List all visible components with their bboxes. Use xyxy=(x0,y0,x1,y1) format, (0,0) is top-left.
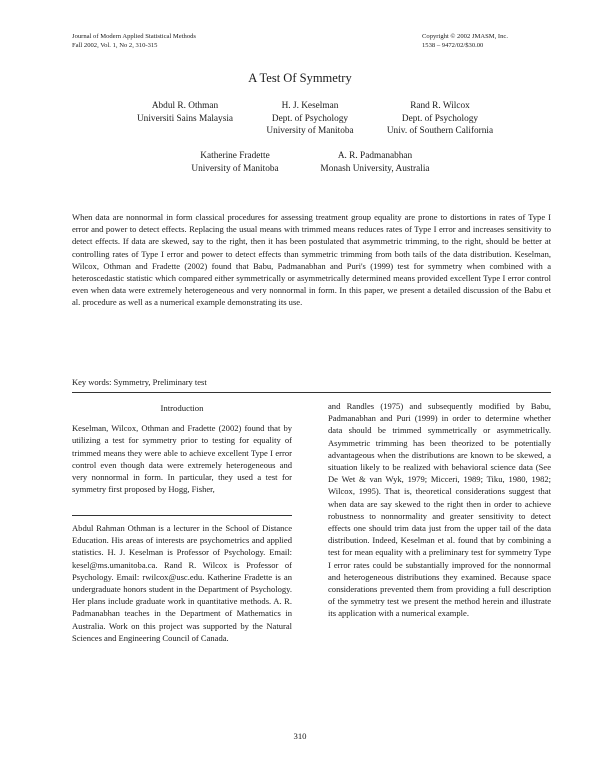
author-keselman xyxy=(240,100,380,138)
footnote-text: Abdul Rahman Othman is a lecturer in the School of Distance Education. His areas of interests are psychometrics and applied statistics. H. J. Keselman is Professor of Psychology. Email: kesel@ms.umanitoba.ca. Rand R. Wilcox is Professor of Psychology. Email: rwilcox@usc.edu. Katherine Fradette is an undergraduate honors student in the Department of Psychology. Her plans include graduate work in quantitative methods. A. R. Padmanabhan teaches in the Department of Mathematics in Australia. Work on this project was supported by the Natural Sciences and Engineering Council of Canada. xyxy=(72,523,292,643)
page-number: 310 xyxy=(293,731,307,741)
section-divider xyxy=(72,392,551,393)
author-affiliation: Univ. of Southern California xyxy=(386,126,494,136)
paper-title: A Test Of Symmetry xyxy=(248,71,352,85)
author-affiliation: University of Manitoba xyxy=(191,163,279,174)
journal-name: Journal of Modern Applied Statistical Methods xyxy=(72,33,196,40)
author-padmanabhan xyxy=(310,150,440,175)
issn-text: 1538 – 9472/02/$30.00 xyxy=(422,42,484,49)
author-fradette xyxy=(170,150,300,175)
author-wilcox xyxy=(370,100,510,138)
journal-header xyxy=(72,32,196,50)
author-affiliation: Monash University, Australia xyxy=(320,163,430,174)
body-paragraph: and Randles (1975) and subsequently modified by Babu, Padmanabhan and Puri (1999) in order to determine whether data should be trimmed symmetrically or asymmetrically. Asymmetric trimming has been theorized to be potentially advantageous when the distributions are known to be skewed, a situation likely to be realized with behavioral science data (See De Wet & van Wyk, 1979; Micceri, 1989; Tiku, 1980, 1982; Wilcox, 1995). That is, theoretical considerations suggest that when data are say skewed to the right then in order to achieve robustness to nonnormality and greater sensitivity to detect effects one should trim data just from the upper tail of the data distribution. Indeed, Keselman et al. found that by combining a test for mean equality with a preliminary test for symmetry Type I error rates could be substantially improved for the nonnormal and heterogeneous distributions they examined. Because space considerations prevented them from providing a full description of the symmetry test we present the method herein and illustrate its application with a numerical example. xyxy=(328,401,551,619)
copyright-header xyxy=(422,32,508,50)
author-name: Abdul R. Othman xyxy=(151,101,219,111)
journal-issue: Fall 2002, Vol. 1, No 2, 310-315 xyxy=(72,42,158,49)
author-name: A. R. Padmanabhan xyxy=(337,151,413,161)
copyright-text: Copyright © 2002 JMASM, Inc. xyxy=(422,33,508,40)
author-footnote xyxy=(72,522,292,644)
author-affiliation: University of Manitoba xyxy=(266,126,354,136)
introduction-paragraph: Keselman, Wilcox, Othman and Fradette (2002) found that by utilizing a test for symmetry prior to testing for equality of trimmed means they were able to achieve excellent Type I error control even though data were extremely heterogeneous and very nonnormal in form. In particular, they used a test for symmetry first proposed by Hogg, Fisher, xyxy=(72,423,292,495)
abstract-text: When data are nonnormal in form classical procedures for assessing treatment group equality are prone to distortions in rates of Type I error and power to detect effects. Replacing the usual means with trimmed means reduces rates of Type I error and increases sensitivity to detect effects. If data are skewed, say to the right, then it has been postulated that asymmetric trimming, to the right, should be better at controlling rates of Type I error and power to detect effects than symmetric trimming from both tails of the data distribution. Keselman, Wilcox, Othman and Fradette (2002) found that Babu, Padmanabhan and Puri's (1999) test for symmetry when combined with a heteroscedastic statistic which compared either symmetrically or asymmetrically determined means provided excellent Type I error control even when data were extremely heterogeneous and very nonnormal in form. In this paper, we present a detailed discussion of the Babu et al. procedure as well as a numerical example demonstrating its use. xyxy=(72,212,551,308)
author-affiliation: Universiti Sains Malaysia xyxy=(136,113,234,124)
author-name: Rand R. Wilcox xyxy=(410,101,470,111)
introduction-section xyxy=(72,402,292,495)
abstract xyxy=(72,211,551,309)
introduction-heading: Introduction xyxy=(160,403,204,413)
author-othman xyxy=(110,100,260,125)
footnote-divider xyxy=(72,515,292,516)
author-name: H. J. Keselman xyxy=(281,101,339,111)
author-affiliation: Dept. of Psychology xyxy=(401,113,479,124)
keywords: Key words: Symmetry, Preliminary test xyxy=(72,377,207,387)
author-name: Katherine Fradette xyxy=(200,151,270,161)
right-column xyxy=(328,400,551,620)
author-affiliation: Dept. of Psychology xyxy=(271,113,349,124)
